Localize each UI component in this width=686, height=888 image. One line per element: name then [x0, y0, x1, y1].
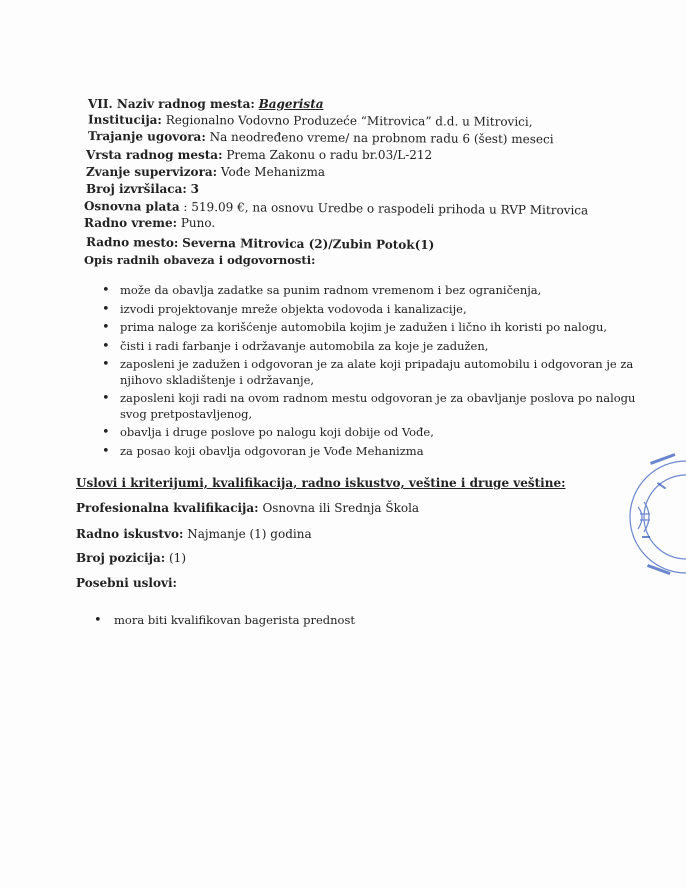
list-item: • čisti i radi farbanje i održavanje automobila za koje je zadužen, [100, 339, 645, 355]
positions-label: Broj pozicija: [76, 551, 166, 565]
list-item: • zaposleni je zadužen i odgovoran je za alate koji pripadaju automobilu i odgovoran je za njihovo skladištenje i održavanje, [100, 357, 645, 388]
special-list [92, 613, 355, 627]
institution-value: Regionalno Vodovno Produzeće “Mitrovica” d.d. u Mitrovici, [165, 112, 533, 129]
special-label: Posebni uslovi: [76, 576, 177, 590]
list-item: • za posao koji obavlja odgovoran je Vođe Mehanizma [100, 444, 645, 460]
salary-value: : 519.09 €, na osnovu Uredbe o raspodeli prihoda u RVP Mitrovica [183, 199, 589, 218]
list-item: • može da obavlja zadatke sa punim radnom vremenom i bez ograničenja, [100, 283, 645, 299]
executors-label: Broj izvršilaca: [86, 182, 187, 196]
job-title-line [88, 96, 646, 113]
worktime-value: Puno. [180, 216, 216, 230]
executors-value: 3 [190, 182, 200, 196]
supervisor-line [86, 164, 646, 181]
location-value: Severna Mitrovica (2)/Zubin Potok(1) [182, 235, 435, 253]
list-item: • izvodi projektovanje mreže objekta vodovoda i kanalizacije, [100, 302, 645, 318]
qualification-label: Profesionalna kvalifikacija: [76, 501, 259, 515]
list-item: • mora biti kvalifikovan bagerista prednost [92, 613, 355, 627]
conditions-title: Uslovi i kriterijumi, kvalifikacija, radno iskustvo, veštine i druge veštine: [76, 476, 566, 490]
list-item: • obavlja i druge poslove po nalogu koji dobije od Vođe, [100, 425, 645, 441]
type-line [86, 147, 646, 164]
positions-row [76, 551, 186, 565]
duties-list [100, 283, 645, 462]
qualification-row [76, 501, 419, 515]
job-title-value: Bagerista [258, 97, 324, 111]
positions-value: (1) [169, 551, 186, 565]
type-value: Prema Zakonu o radu br.03/L-212 [226, 148, 433, 162]
supervisor-label: Zvanje supervizora: [86, 165, 218, 179]
duration-line [88, 128, 646, 149]
stamp-seal-icon [628, 452, 686, 582]
executors-line [86, 181, 646, 198]
worktime-label: Radno vreme: [84, 216, 178, 230]
list-item: • zaposleni koji radi na ovom radnom mestu odgovoran je za obavljanje poslova po nalogu svog pretpostavljenog, [100, 391, 645, 422]
qualification-value: Osnovna ili Srednja Škola [262, 501, 420, 515]
type-label: Vrsta radnog mesta: [86, 148, 223, 162]
official-stamp [628, 452, 686, 582]
institution-label: Institucija: [87, 112, 162, 127]
experience-value: Najmanje (1) godina [187, 527, 312, 541]
job-title-label: VII. Naziv radnog mesta: [88, 97, 255, 111]
location-label: Radno mesto: [85, 235, 179, 250]
experience-row [76, 527, 312, 541]
special-row [76, 576, 177, 590]
experience-label: Radno iskustvo: [76, 527, 184, 541]
duration-label: Trajanje ugovora: [87, 129, 206, 144]
salary-label: Osnovna plata [83, 199, 180, 214]
duration-value: Na neodređeno vreme/ na probnom radu 6 (šest) meseci [209, 129, 554, 147]
list-item: • prima naloge za korišćenje automobila kojim je zadužen i lično ih koristi po nalogu, [100, 320, 645, 336]
supervisor-value: Vođe Mehanizma [220, 165, 326, 179]
duties-title: Opis radnih obaveza i odgovornosti: [84, 253, 316, 267]
job-header [84, 96, 646, 251]
